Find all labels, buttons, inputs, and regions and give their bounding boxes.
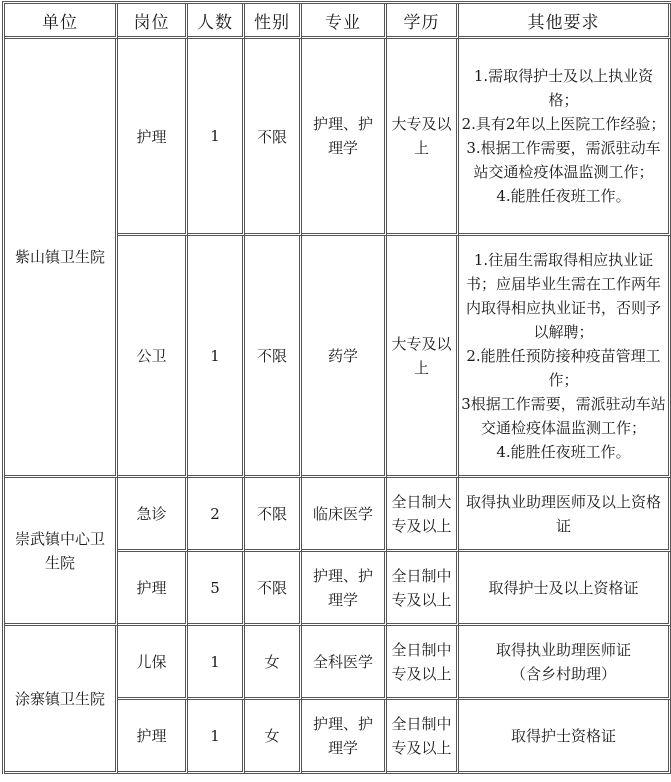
unit-cell: [5, 39, 118, 478]
table-row: [5, 39, 671, 236]
post-cell: 儿保: [118, 626, 188, 700]
major-cell: [302, 478, 387, 552]
education-text: 全日制中专及以上: [391, 640, 452, 683]
major-text: 临床医学: [312, 504, 373, 523]
table-row: [5, 626, 671, 700]
requirement-line: 取得执业助理医师证: [495, 640, 631, 659]
header-unit: 单位: [5, 4, 118, 39]
education-cell: [387, 478, 459, 552]
requirement-line: 4.能胜任夜班工作。: [496, 187, 631, 205]
count-cell: 1: [188, 236, 245, 478]
requirement-line: 1.往届生需取得相应执业证书；应届毕业生需在工作两年内取得相应执业证书，否则予以解聘；: [465, 250, 661, 341]
gender-cell: 女: [245, 626, 302, 700]
header-post: 岗位: [118, 4, 188, 39]
post-cell: 护理: [118, 552, 188, 626]
count-cell: 2: [188, 478, 245, 552]
requirement-line: 取得执业助理医师及以上资格证: [465, 492, 661, 535]
header-other-requirements: 其他要求: [459, 4, 671, 39]
requirement-line: 3.根据工作需要，需派驻动车站交通检疫体温监测工作；: [466, 139, 661, 181]
major-cell: [302, 236, 387, 478]
requirements-cell: [459, 236, 671, 478]
gender-cell: 不限: [245, 552, 302, 626]
gender-cell: 不限: [245, 39, 302, 236]
header-gender: 性别: [245, 4, 302, 39]
major-text: 药学: [327, 346, 358, 365]
header-count: 人数: [188, 4, 245, 39]
requirement-line: 2.具有2年以上医院工作经验；: [461, 115, 666, 133]
post-cell: 护理: [118, 39, 188, 236]
major-cell: [302, 39, 387, 236]
education-text: 大专及以上: [391, 334, 452, 377]
unit-name: 涂寨镇卫生院: [15, 689, 106, 708]
gender-cell: 不限: [245, 236, 302, 478]
education-text: 全日制中专及以上: [391, 566, 452, 609]
requirement-line: 取得护士及以上资格证: [488, 578, 639, 597]
requirement-line: 3根据工作需要，需派驻动车站交通检疫体温监测工作；: [461, 394, 666, 437]
table-row: [5, 478, 671, 552]
unit-cell: [5, 626, 118, 774]
header-major: 专业: [302, 4, 387, 39]
education-cell: [387, 552, 459, 626]
major-text: 全科医学: [312, 652, 373, 671]
education-cell: [387, 626, 459, 700]
requirements-cell: [459, 700, 671, 774]
education-cell: [387, 236, 459, 478]
count-cell: 1: [188, 39, 245, 236]
gender-cell: 不限: [245, 478, 302, 552]
unit-name: 紫山镇卫生院: [15, 248, 106, 266]
count-cell: 5: [188, 552, 245, 626]
major-text: 护理、护理学: [312, 566, 373, 609]
education-text: 全日制中专及以上: [391, 714, 452, 757]
count-cell: 1: [188, 626, 245, 700]
unit-name: 崇武镇中心卫生院: [15, 529, 106, 572]
requirement-line: 2.能胜任预防接种疫苗管理工作；: [466, 346, 661, 389]
unit-cell: [5, 478, 118, 626]
requirement-line: （含乡村助理）: [510, 664, 616, 683]
requirements-cell: [459, 552, 671, 626]
education-text: 大专及以上: [391, 115, 452, 157]
requirement-line: 取得护士资格证: [510, 726, 616, 745]
education-cell: [387, 39, 459, 236]
requirements-cell: [459, 39, 671, 236]
post-cell: 急诊: [118, 478, 188, 552]
count-cell: 1: [188, 700, 245, 774]
major-cell: [302, 700, 387, 774]
major-cell: [302, 552, 387, 626]
requirement-line: 4.能胜任夜班工作。: [496, 442, 631, 461]
header-row: [5, 4, 671, 39]
major-cell: [302, 626, 387, 700]
education-text: 全日制大专及以上: [391, 492, 452, 535]
requirements-cell: [459, 478, 671, 552]
header-education: 学历: [387, 4, 459, 39]
post-cell: 护理: [118, 700, 188, 774]
requirements-cell: [459, 626, 671, 700]
post-cell: 公卫: [118, 236, 188, 478]
recruitment-table: [2, 1, 671, 774]
gender-cell: 女: [245, 700, 302, 774]
education-cell: [387, 700, 459, 774]
requirement-line: 1.需取得护士及以上执业资格；: [473, 67, 654, 109]
major-text: 护理、护理学: [312, 115, 373, 157]
major-text: 护理、护理学: [312, 714, 373, 757]
